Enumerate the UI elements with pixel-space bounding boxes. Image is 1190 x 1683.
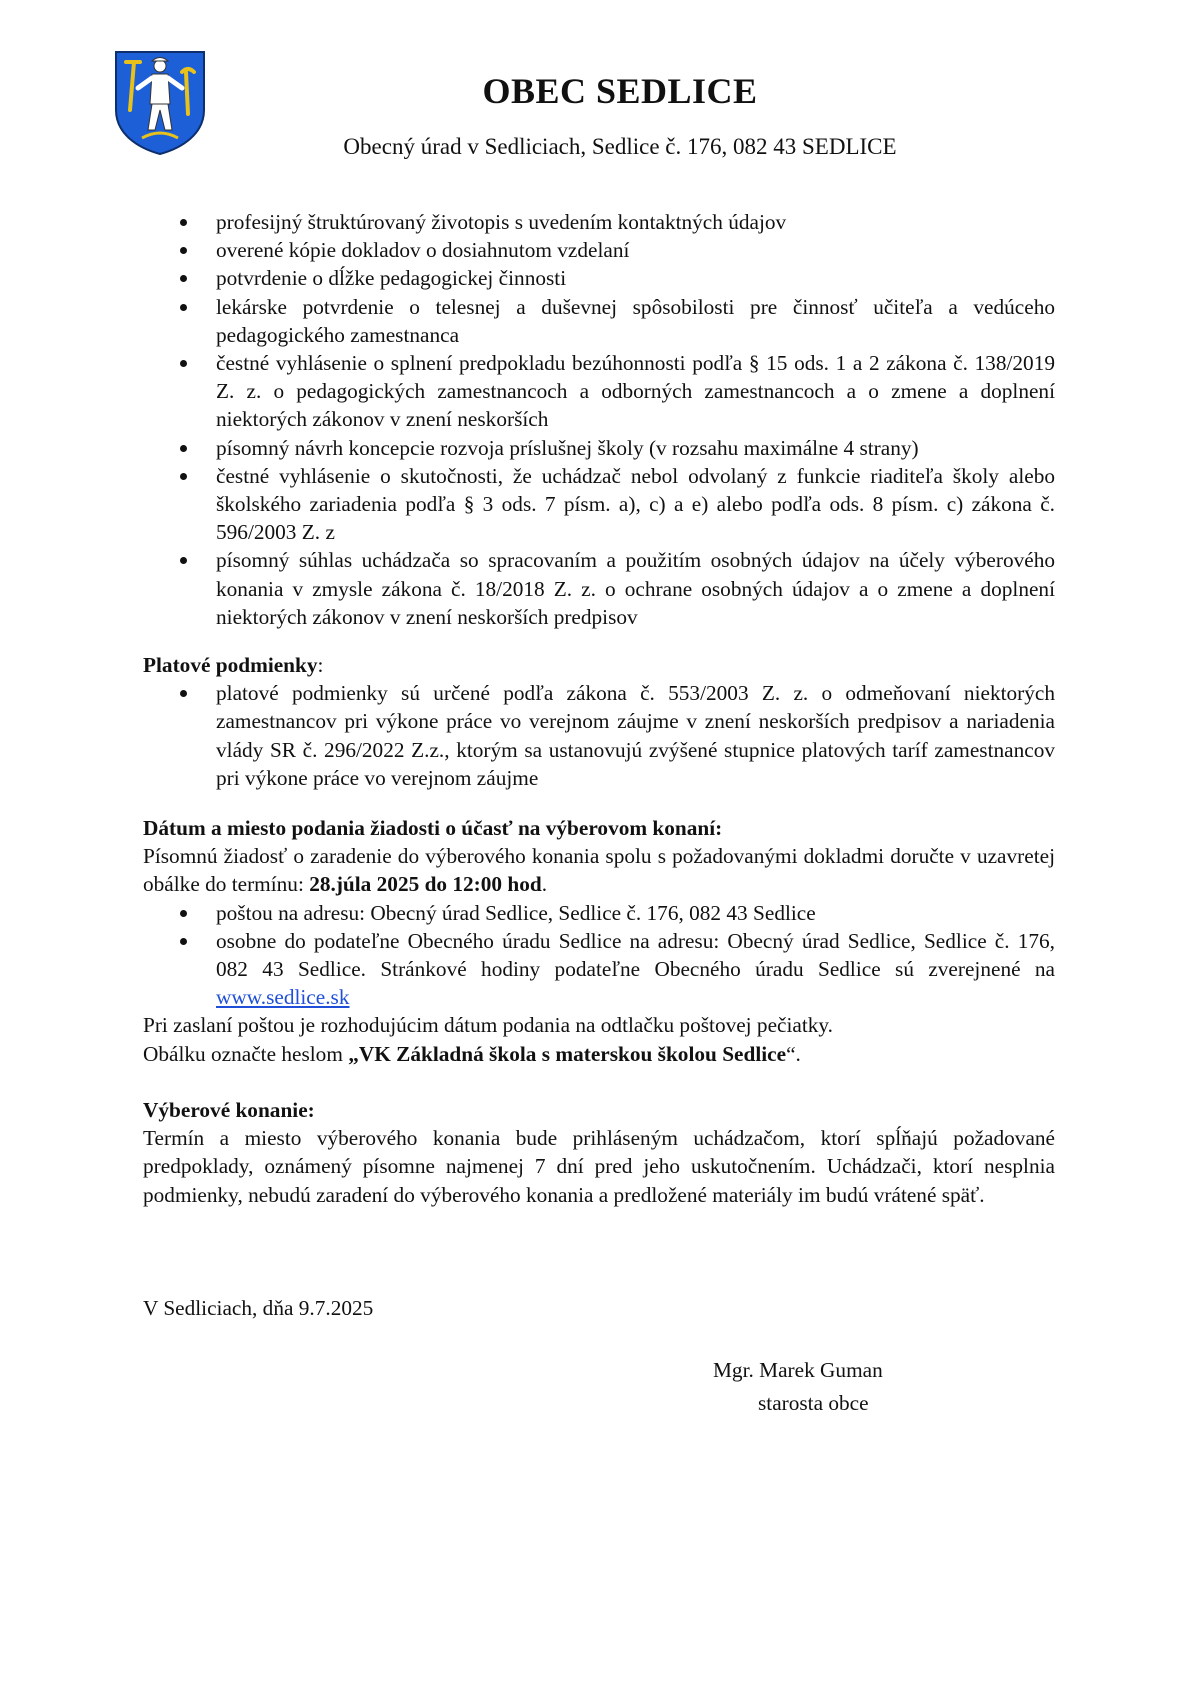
bullet-icon (180, 690, 187, 697)
bullet-icon (180, 275, 187, 282)
signer-name: Mgr. Marek Guman (713, 1358, 883, 1382)
bullet-icon (180, 304, 187, 311)
selection-section (143, 1096, 1055, 1209)
submission-intro: Písomnú žiadosť o zaradenie do výberového konania spolu s požadovanými dokladmi doručte v uzavretej obálke do termínu: 28.júla 2025 do 12:00 hod. (143, 844, 1055, 897)
bullet-icon (180, 445, 187, 452)
envelope-label: „VK Základná škola s materskou školou Sedlice (348, 1041, 787, 1066)
bullet-icon (180, 938, 187, 945)
envelope-note: Obálku označte heslom „VK Základná škola s materskou školou Sedlice“. (143, 1041, 801, 1066)
document-body (143, 208, 1055, 1209)
list-item: čestné vyhlásenie o splnení predpokladu bezúhonnosti podľa § 15 ods. 1 a 2 zákona č. 138/2019 Z. z. o pedagogických zamestnancoch a odborných zamestnancoch a o zmene a doplnení niektorých zákonov v znení neskorších (143, 349, 1055, 434)
municipality-title: OBEC SEDLICE (482, 71, 758, 111)
bullet-icon (180, 360, 187, 367)
signer-role: starosta obce (758, 1391, 869, 1415)
office-address: Obecný úrad v Sedliciach, Sedlice č. 176, 082 43 SEDLICE (343, 134, 897, 159)
bullet-icon (180, 219, 187, 226)
list-item: poštou na adresu: Obecný úrad Sedlice, Sedlice č. 176, 082 43 Sedlice (143, 899, 1055, 927)
submission-section (143, 814, 1055, 1068)
list-item: profesijný štruktúrovaný životopis s uvedením kontaktných údajov (143, 208, 1055, 236)
list-item: písomný návrh koncepcie rozvoja príslušnej školy (v rozsahu maximálne 4 strany) (143, 434, 1055, 462)
list-item: čestné vyhlásenie o skutočnosti, že uchádzač nebol odvolaný z funkcie riaditeľa školy alebo školského zariadenia podľa § 3 ods. 7 písm. a), c) a e) alebo podľa ods. 8 písm. c) zákona č. 596/2003 Z. z (143, 462, 1055, 547)
salary-heading: Platové podmienky: (143, 653, 324, 678)
website-link[interactable]: www.sedlice.sk (216, 985, 350, 1010)
list-item: overené kópie dokladov o dosiahnutom vzdelaní (143, 236, 1055, 264)
submission-heading: Dátum a miesto podania žiadosti o účasť na výberovom konaní: (143, 816, 723, 841)
bullet-icon (180, 473, 187, 480)
coat-of-arms-logo (112, 48, 208, 156)
place-date: V Sedliciach, dňa 9.7.2025 (143, 1296, 374, 1320)
selection-text: Termín a miesto výberového konania bude prihláseným uchádzačom, ktorí spĺňajú požadované predpoklady, oznámený písomne najmenej 7 dní pred jeho uskutočnením. Uchádzači, ktorí nesplnia podmienky, nebudú zaradení do výberového konania a predložené materiály im budú vrátené späť. (143, 1126, 1055, 1207)
bullet-icon (180, 910, 187, 917)
post-note: Pri zaslaní poštou je rozhodujúcim dátum podania na odtlačku poštovej pečiatky. (143, 1013, 834, 1038)
list-item: písomný súhlas uchádzača so spracovaním a použitím osobných údajov na účely výberového konania v zmysle zákona č. 18/2018 Z. z. o ochrane osobných údajov a o zmene a doplnení niektorých zákonov v znení neskorších predpisov (143, 546, 1055, 631)
salary-section (143, 651, 1055, 792)
list-item: potvrdenie o dĺžke pedagogickej činnosti (143, 264, 1055, 292)
list-item: platové podmienky sú určené podľa zákona č. 553/2003 Z. z. o odmeňovaní niektorých zamestnancov pri výkone práce vo verejnom záujme v znení neskorších predpisov a nariadenia vlády SR č. 296/2022 Z.z., ktorým sa ustanovujú zvýšené stupnice platových taríf zamestnancov pri výkone práce vo verejnom záujme (143, 679, 1055, 792)
list-item: osobne do podateľne Obecného úradu Sedlice na adresu: Obecný úrad Sedlice, Sedlice č. 176, 082 43 Sedlice. Stránkové hodiny podateľne Obecného úradu Sedlice sú zverejnené na www.sedlice.sk (143, 927, 1055, 1012)
bullet-icon (180, 247, 187, 254)
selection-heading: Výberové konanie: (143, 1097, 315, 1122)
bullet-icon (180, 557, 187, 564)
list-item: lekárske potvrdenie o telesnej a duševnej spôsobilosti pre činnosť učiteľa a vedúceho pedagogického zamestnanca (143, 293, 1055, 349)
requirements-list (143, 208, 1055, 631)
deadline: 28.júla 2025 do 12:00 hod (309, 872, 542, 897)
